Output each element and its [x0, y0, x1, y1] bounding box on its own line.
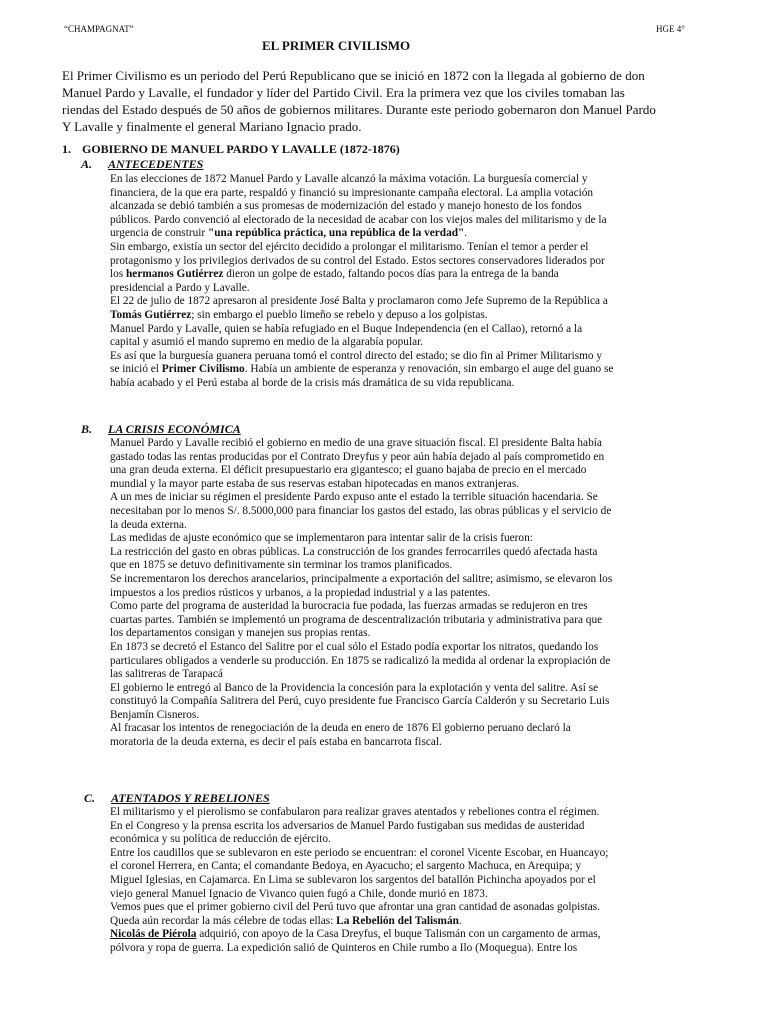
text-segment: presidencial a Pardo y Lavalle.: [110, 281, 250, 294]
text-segment: Miguel Iglesias, en Cajamarca. En Lima se sublevaron los sargentos del batallón Pichincha apoyados por el: [110, 873, 596, 886]
text-segment: los: [110, 268, 127, 281]
text-line: los departamentos consigan y manejen sus propias rentas.: [110, 627, 371, 640]
text-line: que en 1875 se detuvo definitivamente sin terminar los tramos planificados.: [110, 559, 453, 572]
text-segment: económica y su política de reducción de ejército.: [110, 833, 331, 846]
text-segment: viejo general Manuel Ignacio de Vivanco quien fugó a Chile, donde murió en 1873.: [110, 887, 488, 900]
text-line: [110, 173, 718, 187]
text-line: [110, 888, 718, 902]
text-segment: Queda aún recordar la más célebre de todas ellas:: [110, 914, 337, 927]
text-line: [110, 241, 718, 255]
text-segment: urgencia de construir: [110, 227, 208, 240]
text-line: El Primer Civilismo es un periodo del Perú Republicano que se inició en 1872 con la llegada al gobierno de don: [62, 68, 645, 83]
text-line: particulares obligados a venderle su producción. En 1875 se radicalizó la medida al ordenar la expropiación de: [110, 654, 611, 667]
text-segment: había acabado y el Perú estaba al borde de la crisis más dramática de su vida republicana.: [110, 376, 515, 389]
text-line: [110, 309, 718, 323]
text-line: [110, 820, 718, 834]
text-segment: El 22 de julio de 1872 apresaron al presidente José Balta y proclamaron como Jefe Supremo de la República a: [110, 295, 608, 308]
text-line: [110, 255, 718, 269]
antecedentes-text: [110, 173, 718, 391]
text-line: Como parte del programa de austeridad la burocracia fue podada, las fuerzas armadas se redujeron en tres: [110, 600, 588, 613]
text-segment: Vemos pues que el primer gobierno civil del Perú tuvo que afrontar una gran cantidad de asonadas golpistas.: [110, 901, 601, 914]
text-line: gastado todas las rentas producidas por el Contrato Dreyfus y peor aún había dejado al país comprometido en: [110, 450, 605, 463]
text-line: [110, 282, 718, 296]
text-line: [110, 901, 718, 915]
text-line: [110, 336, 718, 350]
text-line: una gran deuda externa. El déficit presupuestario era gigantesco; el guano bajaba de precio en el mercado: [110, 464, 587, 477]
text-line: [110, 323, 718, 337]
text-line: necesitaban por lo menos S/. 8.5000,000 para financiar los gastos del estado, las obras públicas y el servicio de: [110, 504, 612, 517]
text-line: [110, 363, 718, 377]
text-line: constituyó la Compañía Salitrera del Perú, cuyo presidente fue Francisco García Calderón y su Secretario Luis: [110, 695, 610, 708]
text-segment: Manuel Pardo y Lavalle, quien se había refugiado en el Buque Independencia (en el Callao), retornó a la: [110, 322, 583, 335]
text-line: [110, 942, 718, 956]
text-line: Benjamín Cisneros.: [110, 708, 200, 721]
text-line: [110, 187, 718, 201]
text-segment: públicos. Pardo convenció al electorado de la necesidad de acabar con los viejos males del militarismo y de la: [110, 213, 607, 226]
text-line: [110, 860, 718, 874]
text-line: [110, 295, 718, 309]
header-school-name: “CHAMPAGNAT”: [64, 24, 134, 34]
text-line: [110, 833, 718, 847]
text-line: las salitreras de Tarapacá: [110, 668, 223, 681]
text-segment: el coronel Herrera, en Canta; el comandante Bedoya, en Ayacucho; el sargento Machuca, en Arequipa; y: [110, 860, 582, 873]
document-title: EL PRIMER CIVILISMO: [262, 38, 411, 53]
text-line: la deuda externa.: [110, 518, 187, 531]
text-segment: Es así que la burguesía guanera peruana tomó el control directo del estado; se dio fin al Primer Militarismo y: [110, 349, 603, 362]
text-line: Se incrementaron los derechos arancelarios, principalmente a exportación del salitre; asimismo, se elevaron los: [110, 572, 613, 585]
text-line: [110, 915, 718, 929]
text-segment: En el Congreso y la prensa escrita los adversarios de Manuel Pardo fustigaban sus medidas de austeridad: [110, 819, 585, 832]
subsection-b-title: LA CRISIS ECONÓMICA: [108, 422, 241, 436]
text-line: [110, 350, 718, 364]
text-line: [110, 227, 718, 241]
text-line: Manuel Pardo y Lavalle, el fundador y líder del Partido Civil. Era la primera vez que los civiles tomaban las: [62, 85, 625, 100]
emphasis-text: Nicolás de Piérola: [110, 928, 197, 941]
text-segment: En las elecciones de 1872 Manuel Pardo y Lavalle alcanzó la máxima votación. La burguesía comercial y: [110, 173, 588, 185]
text-line: Manuel Pardo y Lavalle recibió el gobierno en medio de una grave situación fiscal. El presidente Balta había: [110, 437, 602, 449]
text-line: mundial y la mayor parte estaba de sus reservas estaban hipotecadas en manos extranjeras.: [110, 477, 520, 490]
crisis-economica-text: [110, 437, 718, 750]
emphasis-text: Tomás Gutiérrez: [110, 308, 192, 321]
emphasis-text: hermanos Gutiérrez: [126, 268, 224, 281]
section-1-number: 1.: [62, 142, 71, 156]
text-line: A un mes de iniciar su régimen el presidente Pardo expuso ante el estado la terrible situación hacendaria. Se: [110, 491, 598, 504]
text-segment: alcanzada se debió también a sus promesas de modernización del estado y manejo honesto de los fondos: [110, 200, 582, 213]
text-segment: protagonismo y los privilegios derivados de su control del Estado. Estos sectores conservadores liderados por: [110, 254, 605, 267]
text-line: Las medidas de ajuste económico que se implementaron para intentar salir de la crisis fueron:: [110, 532, 533, 545]
section-1-title: GOBIERNO DE MANUEL PARDO Y LAVALLE (1872-1876): [82, 142, 400, 156]
text-segment: capital y asumió el mando supremo en medio de la algarabía popular.: [110, 336, 424, 349]
subsection-b-letter: B.: [81, 422, 93, 436]
text-segment: Entre los caudillos que se sublevaron en este periodo se encuentran: el coronel Vicente Escobar, en Huancayo;: [110, 846, 609, 859]
text-segment: dieron un golpe de estado, faltando pocos días para la entrega de la banda: [223, 268, 559, 281]
text-segment: adquirió, con apoyo de la Casa Dreyfus, el buque Talismán con un cargamento de armas,: [196, 928, 601, 941]
subsection-a-title: ANTECEDENTES: [108, 157, 204, 171]
text-segment: pólvora y ropa de guerra. La expedición salió de Quinteros en Chile rumbo a Ilo (Moquegua). Entre los: [110, 941, 578, 954]
text-line: [110, 214, 718, 228]
text-line: Y Lavalle y finalmente el general Mariano Ignacio prado.: [62, 119, 362, 134]
emphasis-text: Primer Civilismo: [161, 363, 245, 376]
text-segment: se inició el: [110, 363, 162, 376]
text-line: [110, 268, 718, 282]
text-segment: El militarismo y el pierolismo se confabularon para realizar graves atentados y rebeliones contra el régimen.: [110, 806, 600, 818]
section-1-heading: [62, 142, 400, 157]
subsection-c-title: ATENTADOS Y REBELIONES: [111, 791, 270, 805]
text-line: En 1873 se decretó el Estanco del Salitre por el cual sólo el Estado podía exportar los nitratos, quedando los: [110, 640, 599, 653]
text-line: cuartas partes. También se implementó un programa de descentralización tributaria y administrativa para que: [110, 613, 603, 626]
emphasis-text: "una república práctica, una república de la verdad": [207, 227, 465, 240]
text-segment: financiera, de la que era parte, respaldó y financió su impresionante campaña electoral. La amplia votación: [110, 186, 594, 199]
text-line: impuestos a los predios rústicos y urbanos, a la propiedad industrial y a las patentes.: [110, 586, 491, 599]
header-course-code: HGE 4°: [656, 24, 685, 34]
text-line: [110, 200, 718, 214]
text-segment: .: [464, 227, 468, 240]
text-segment: Sin embargo, existía un sector del ejército decidido a prolongar el militarismo. Tenían el temor a perder el: [110, 240, 589, 253]
text-line: El gobierno le entregó al Banco de la Providencia la concesión para la explotación y venta del salitre. Así se: [110, 681, 599, 694]
text-line: riendas del Estado después de 50 años de gobiernos militares. Durante este periodo gobernaron don Manuel Pardo: [62, 102, 656, 117]
text-segment: . Había un ambiente de esperanza y renovación, sin embargo el auge del guano se: [244, 363, 614, 376]
emphasis-text: La Rebelión del Talismán: [336, 914, 459, 927]
subsection-c-letter: C.: [84, 791, 96, 805]
text-line: [110, 806, 718, 820]
text-line: moratoria de la deuda externa, es decir el país estaba en bancarrota fiscal.: [110, 736, 442, 749]
text-line: [110, 847, 718, 861]
text-segment: .: [458, 914, 462, 927]
text-line: [110, 874, 718, 888]
text-segment: ; sin embargo el pueblo limeño se rebelo y depuso a los golpistas.: [191, 308, 488, 321]
intro-paragraph: [62, 67, 718, 135]
text-line: [110, 377, 718, 391]
text-line: Al fracasar los intentos de renegociación de la deuda en enero de 1876 El gobierno peruano declaró la: [110, 722, 571, 735]
text-line: [110, 928, 718, 942]
subsection-a-letter: A.: [81, 157, 93, 171]
atentados-text: [110, 806, 718, 956]
text-line: La restricción del gasto en obras públicas. La construcción de los grandes ferrocarriles quedó afectada hasta: [110, 545, 598, 558]
